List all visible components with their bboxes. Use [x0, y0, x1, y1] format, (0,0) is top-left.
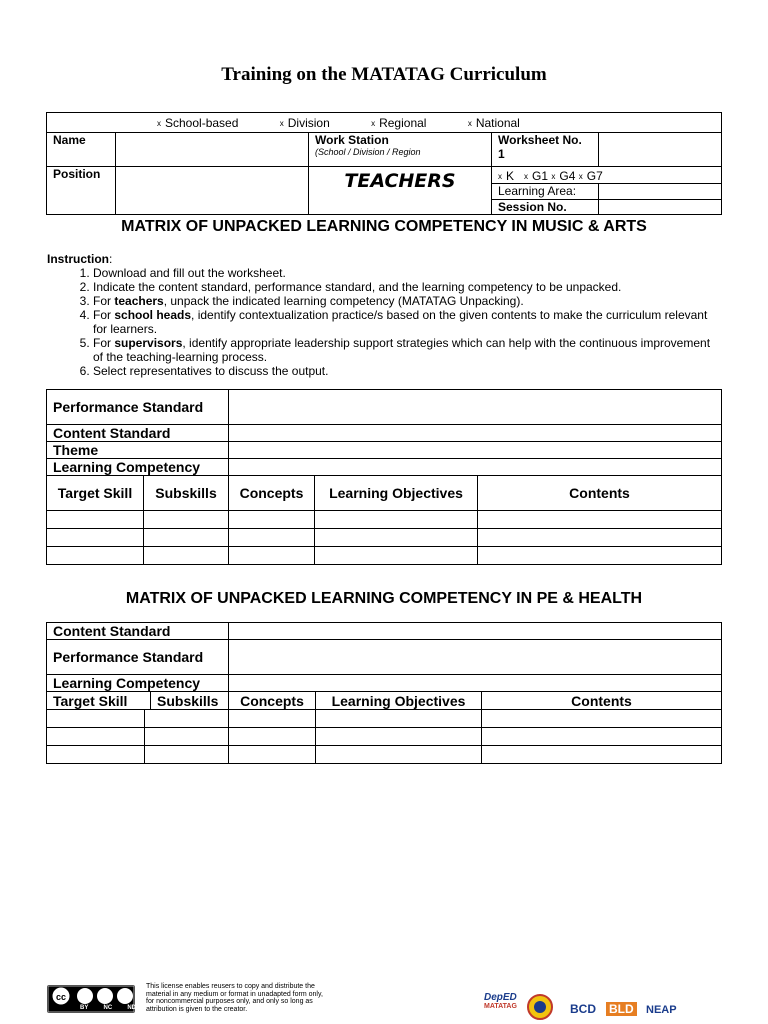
learning-area-field[interactable] [599, 184, 721, 199]
cell-input[interactable] [315, 529, 478, 547]
cell-input[interactable] [229, 746, 316, 764]
cell-input[interactable] [144, 547, 228, 564]
checkbox-mark: x [371, 119, 376, 129]
svg-text:cc: cc [55, 992, 67, 1002]
cell-input[interactable] [316, 728, 482, 746]
learning-competency-field[interactable] [229, 459, 722, 476]
row-label-content-standard: Content Standard [47, 425, 229, 442]
performance-standard-field[interactable] [229, 390, 722, 425]
grade-option-g4[interactable]: x G4 [551, 169, 576, 183]
level-option-school-based[interactable]: x School-based [157, 116, 239, 130]
position-label: Position [47, 167, 116, 215]
col-header-learning-objectives: Learning Objectives [315, 476, 478, 511]
cell-input[interactable] [47, 511, 144, 528]
col-header-concepts: Concepts [229, 476, 315, 511]
row-label-performance-standard: Performance Standard [47, 390, 229, 425]
music-arts-matrix [46, 389, 722, 565]
cell-input[interactable] [145, 710, 228, 727]
cell-input[interactable] [145, 746, 228, 763]
work-station-label: Work Station [315, 133, 389, 147]
position-value: TEACHERS [309, 167, 492, 215]
grade-option-k[interactable]: x K [498, 169, 515, 183]
cell-input[interactable] [144, 511, 228, 528]
cell-input[interactable] [316, 746, 482, 764]
grade-option-g7[interactable]: x G7 [578, 169, 603, 183]
cell-input[interactable] [229, 511, 315, 529]
col-header-subskills: Subskills [155, 485, 217, 501]
instruction-label: Instruction [47, 252, 109, 266]
cell-input[interactable] [229, 710, 316, 728]
document-title: Training on the MATATAG Curriculum [221, 64, 547, 85]
work-station-hint: (School / Division / Region [315, 147, 421, 157]
cell-input[interactable] [482, 746, 722, 764]
table-row [47, 746, 722, 764]
col-header-contents: Contents [482, 692, 722, 710]
learning-area-row [492, 183, 721, 199]
row-label-theme: Theme [47, 442, 229, 459]
cell-input[interactable] [229, 728, 316, 746]
learning-area-label: Learning Area: [492, 184, 599, 199]
col-header-contents: Contents [478, 476, 722, 511]
table-row [47, 728, 722, 746]
content-standard-field[interactable] [229, 623, 722, 640]
instruction-item: 5. For supervisors, identify appropriate leadership support strategies which can help with the continuous improvement of the teaching-learning process. [93, 336, 723, 364]
cell-input[interactable] [478, 529, 722, 547]
checkbox-mark: x [467, 119, 472, 129]
table-header-row [47, 476, 229, 511]
seal-icon [527, 994, 553, 1020]
row-label-learning-competency: Learning Competency [47, 459, 229, 476]
table-row [47, 529, 722, 547]
checkbox-mark: x [279, 119, 284, 129]
learning-competency-field[interactable] [229, 675, 722, 692]
name-label: Name [47, 133, 116, 167]
cell-input[interactable] [229, 547, 315, 565]
cell-input[interactable] [478, 511, 722, 529]
worksheet-cell [492, 133, 599, 167]
cell-input[interactable] [478, 547, 722, 565]
cell-input[interactable] [316, 710, 482, 728]
cell-input[interactable] [145, 728, 228, 745]
cell-input[interactable] [47, 529, 144, 546]
neap-logo: NEAP [646, 1004, 677, 1016]
col-header-target-skill: Target Skill [47, 692, 151, 709]
pe-health-matrix [46, 622, 722, 764]
col-header-concepts: Concepts [229, 692, 316, 710]
session-label: Session No. [492, 200, 599, 214]
cell-input[interactable] [482, 710, 722, 728]
bagong-pilipinas-logo [527, 994, 553, 1023]
session-field[interactable] [599, 200, 721, 214]
col-header-learning-objectives: Learning Objectives [316, 692, 482, 710]
table-header-row [47, 692, 229, 710]
bld-logo: BLD [606, 1002, 637, 1016]
worksheet-extra-field[interactable] [599, 133, 722, 167]
name-field[interactable] [116, 133, 309, 167]
cell-input[interactable] [229, 529, 315, 547]
worksheet-label: Worksheet No. [498, 133, 582, 147]
instruction-item: 3. For teachers, unpack the indicated learning competency (MATATAG Unpacking). [93, 294, 723, 308]
cell-input[interactable] [144, 529, 228, 546]
level-options [47, 113, 722, 133]
grade-option-g1[interactable]: x G1 [524, 169, 549, 183]
license-text: This license enables reusers to copy and distribute the material in any medium or format in unadapted form only, for noncommercial purposes only, and only so long as attribution is given to the creator. [146, 983, 323, 1013]
grade-area-cell [492, 167, 722, 215]
row-label-content-standard: Content Standard [47, 623, 229, 640]
cell-input[interactable] [47, 746, 145, 763]
cell-input[interactable] [47, 547, 144, 564]
instruction-item: 1. Download and fill out the worksheet. [93, 266, 723, 280]
cc-labels: BY NC ND [80, 1005, 136, 1011]
worksheet-number: 1 [498, 147, 505, 161]
level-option-national[interactable]: x National [467, 116, 520, 130]
position-field[interactable] [116, 167, 309, 215]
cell-input[interactable] [315, 511, 478, 529]
theme-field[interactable] [229, 442, 722, 459]
instruction-item: 4. For school heads, identify contextualization practice/s based on the given contents to make the curriculum relevant for learners. [93, 308, 723, 336]
instruction-item: 2. Indicate the content standard, performance standard, and the learning competency to be unpacked. [93, 280, 723, 294]
instruction-list [47, 266, 723, 378]
work-station-cell[interactable] [309, 133, 492, 167]
level-option-regional[interactable]: x Regional [371, 116, 427, 130]
cell-input[interactable] [482, 728, 722, 746]
col-header-target-skill: Target Skill [47, 476, 144, 510]
table-row [47, 511, 722, 529]
header-form-table [46, 112, 722, 215]
performance-standard-field[interactable] [229, 640, 722, 675]
row-label-performance-standard: Performance Standard [47, 640, 229, 675]
cell-input[interactable] [47, 728, 145, 745]
col-header-subskills: Subskills [157, 692, 219, 709]
table-row [47, 710, 722, 728]
session-row [492, 199, 721, 214]
level-option-division[interactable]: x Division [279, 116, 330, 130]
cell-input[interactable] [47, 710, 145, 727]
instruction-item: 6. Select representatives to discuss the output. [93, 364, 723, 378]
row-label-learning-competency: Learning Competency [47, 675, 229, 692]
grade-options [492, 167, 721, 183]
instructions-block: Instruction: 1. Download and fill out the worksheet. 2. Indicate the content standard, performance standard, and the learning competency to be unpacked. 3. For teachers, unpack the indicated learning competency (MATATAG Unpacking). 4. For school heads, identify contextualization practice/s based on the given contents to make the curriculum relevant for learners. 5. For supervisors, identify appropriate leadership support strategies which can help with the continuous improvement of the teaching-learning process. 6. Select representatives to discuss the output. [47, 252, 723, 378]
content-standard-field[interactable] [229, 425, 722, 442]
table-row [47, 547, 722, 565]
bcd-logo: BCD [570, 1002, 596, 1016]
music-arts-heading: MATRIX OF UNPACKED LEARNING COMPETENCY IN MUSIC & ARTS [121, 218, 647, 235]
deped-logo: DepED MATATAG [484, 992, 517, 1010]
cell-input[interactable] [315, 547, 478, 565]
checkbox-mark: x [157, 119, 161, 129]
pe-health-heading: MATRIX OF UNPACKED LEARNING COMPETENCY IN PE & HEALTH [125, 590, 643, 607]
